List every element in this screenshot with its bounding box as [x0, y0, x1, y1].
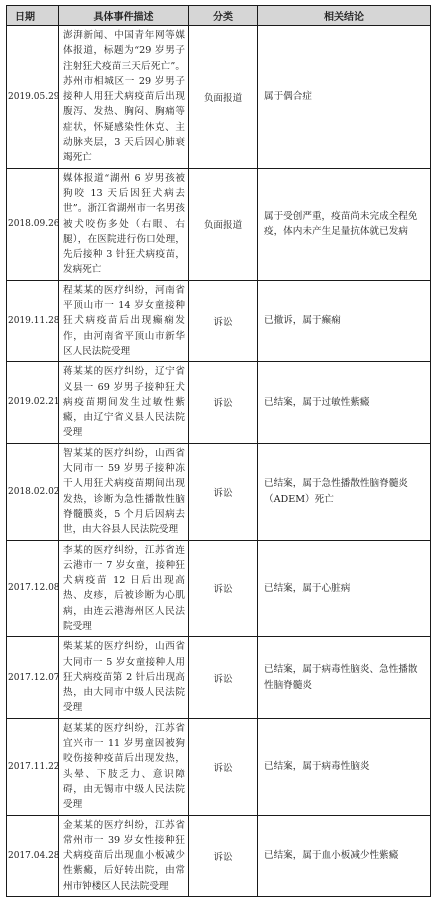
cell-conclusion: 已结案，属于急性播散性脑脊髓炎（ADEM）死亡: [258, 443, 431, 540]
cell-conclusion: 已结案，属于心脏病: [258, 540, 431, 637]
cell-category: 诉讼: [189, 815, 258, 896]
events-table: [6, 5, 431, 897]
cell-conclusion: 已结案，属于病毒性脑炎、急性播散性脑脊髓炎: [258, 637, 431, 718]
cell-date: 2017.12.07: [7, 637, 59, 718]
cell-category: 诉讼: [189, 280, 258, 361]
cell-date: 2019.02.21: [7, 362, 59, 443]
cell-date: 2017.12.08: [7, 540, 59, 637]
cell-description: 程某某的医疗纠纷，河南省平顶山市一 14 岁女童接种狂犬病疫苗后出现癫痫发作，由河南省平顶山市新华区人民法院受理: [59, 280, 189, 361]
cell-description: 蒋某某的医疗纠纷，辽宁省义县一 69 岁男子接种狂犬病疫苗期间发生过敏性紫癜，由辽宁省义县人民法院受理: [59, 362, 189, 443]
cell-date: 2019.05.29: [7, 26, 59, 169]
header-description: 具体事件描述: [59, 6, 189, 26]
header-date: 日期: [7, 6, 59, 26]
table-row: [7, 362, 431, 443]
header-conclusion: 相关结论: [258, 6, 431, 26]
header-row: [7, 6, 431, 26]
cell-category: 诉讼: [189, 443, 258, 540]
cell-category: 负面报道: [189, 168, 258, 280]
table-row: [7, 540, 431, 637]
table-row: [7, 815, 431, 896]
cell-description: 智某某的医疗纠纷，山西省大同市一 59 岁男子接种冻干人用狂犬病疫苗期间出现发热，诊断为急性播散性脑脊髓膜炎，5 个月后因病去世，由大谷县人民法院受理: [59, 443, 189, 540]
table-row: [7, 168, 431, 280]
cell-description: 李某的医疗纠纷，江苏省连云港市一 7 岁女童，接种狂犬病疫苗 12 日后出现高热、皮疹，后被诊断为心肌病，由连云港海州区人民法院受理: [59, 540, 189, 637]
cell-description: 柴某某的医疗纠纷，山西省大同市一 5 岁女童接种人用狂犬病疫苗第 2 针后出现高热，由大同市中级人民法院受理: [59, 637, 189, 718]
cell-description: 媒体报道“湖州 6 岁男孩被狗咬 13 天后因狂犬病去世”。浙江省湖州市一名男孩被犬咬伤多处（右眼、右腿），在医院进行伤口处理，先后接种 3 针狂犬病疫苗，发病死亡: [59, 168, 189, 280]
cell-category: 负面报道: [189, 26, 258, 169]
table-row: [7, 280, 431, 361]
cell-date: 2018.09.26: [7, 168, 59, 280]
cell-category: 诉讼: [189, 637, 258, 718]
cell-description: 赵某某的医疗纠纷，江苏省宜兴市一 11 岁男童因被狗咬伤接种疫苗后出现发热，头晕、下肢乏力、意识障碍，由无锡市中级人民法院受理: [59, 718, 189, 815]
table-row: [7, 26, 431, 169]
cell-category: 诉讼: [189, 362, 258, 443]
table-row: [7, 443, 431, 540]
cell-date: 2017.11.22: [7, 718, 59, 815]
cell-conclusion: 属于偶合症: [258, 26, 431, 169]
cell-category: 诉讼: [189, 718, 258, 815]
header-category: 分类: [189, 6, 258, 26]
cell-date: 2019.11.28: [7, 280, 59, 361]
table-row: [7, 637, 431, 718]
cell-conclusion: 已结案，属于血小板减少性紫癜: [258, 815, 431, 896]
cell-conclusion: 属于受创严重，疫苗尚未完成全程免疫，体内未产生足量抗体就已发病: [258, 168, 431, 280]
cell-conclusion: 已结案，属于过敏性紫癜: [258, 362, 431, 443]
cell-category: 诉讼: [189, 540, 258, 637]
cell-description: 澎湃新闻、中国青年网等媒体报道，标题为“29 岁男子注射狂犬疫苗三天后死亡”。苏州市相城区一 29 岁男子接种人用狂犬病疫苗后出现腹泻、发热、胸闷、胸痛等症状，怀疑感染性休克、主动脉夹层，3 天后因心肺衰竭死亡: [59, 26, 189, 169]
cell-conclusion: 已撤诉，属于癫痫: [258, 280, 431, 361]
cell-conclusion: 已结案，属于病毒性脑炎: [258, 718, 431, 815]
cell-date: 2017.04.28: [7, 815, 59, 896]
table-row: [7, 718, 431, 815]
cell-date: 2018.02.02: [7, 443, 59, 540]
cell-description: 金某某的医疗纠纷，江苏省常州市一 39 岁女性接种狂犬病疫苗后出现血小板减少性紫癜，后好转出院，由常州市钟楼区人民法院受理: [59, 815, 189, 896]
